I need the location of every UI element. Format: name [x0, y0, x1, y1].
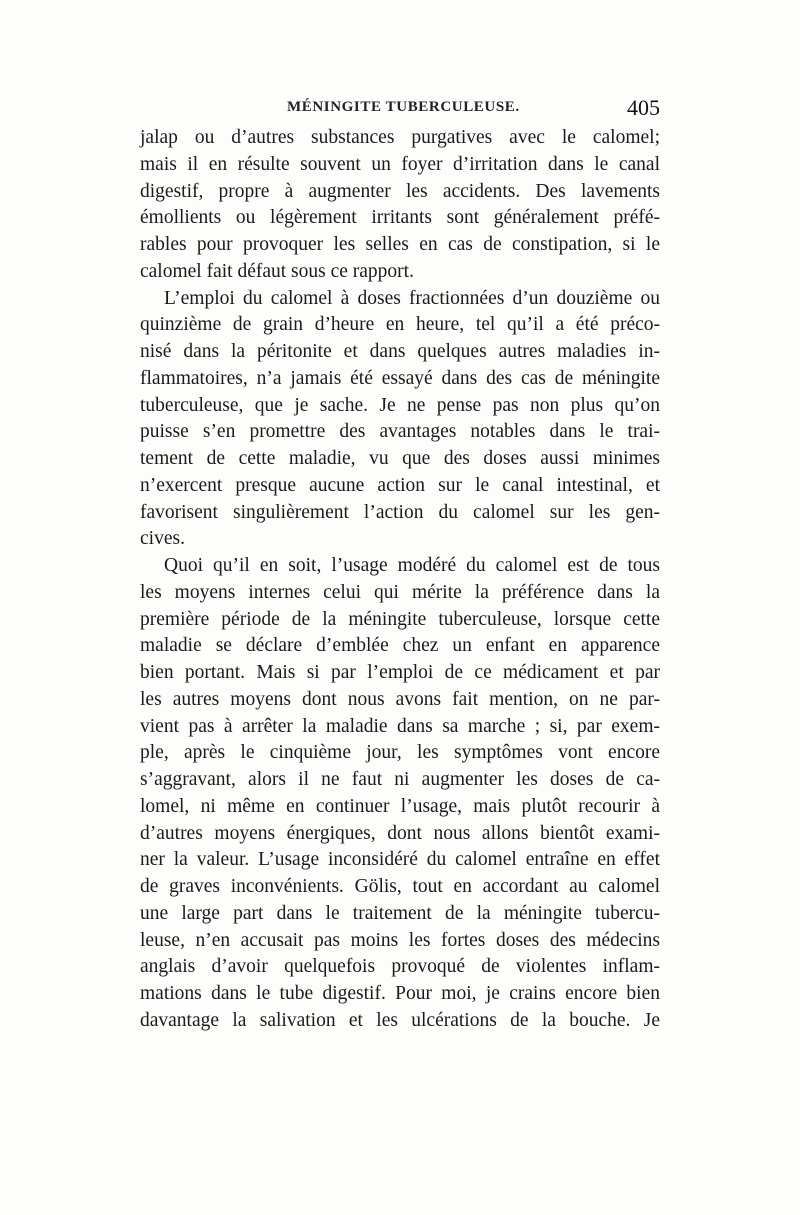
text-line: L’emploi du calomel à doses fractionnées d’un douzième ou [164, 287, 660, 309]
body-text [140, 125, 660, 1035]
text-line: ner la valeur. L’usage inconsidéré du calomel entraîne en effet [140, 849, 660, 871]
text-line: flammatoires, n’a jamais été essayé dans des cas de méningite [140, 367, 660, 389]
text-line: ple, après le cinquième jour, les symptômes vont encore [140, 742, 660, 764]
running-title: MÉNINGITE TUBERCULEUSE. [287, 99, 520, 115]
page-number: 405 [627, 95, 660, 120]
text-line: lomel, ni même en continuer l’usage, mais plutôt recourir à [140, 795, 660, 817]
text-line: davantage la salivation et les ulcérations de la bouche. Je [140, 1009, 660, 1031]
text-line: mations dans le tube digestif. Pour moi, je crains encore bien [140, 983, 660, 1004]
text-line: leuse, n’en accusait pas moins les fortes doses des médecins [140, 929, 660, 951]
text-line: cives. [140, 528, 185, 550]
text-line: nisé dans la péritonite et dans quelques autres maladies in- [140, 341, 660, 362]
paragraph-2 [140, 286, 660, 554]
text-line: n’exercent presque aucune action sur le canal intestinal, et [140, 474, 660, 496]
text-line: anglais d’avoir quelquefois provoqué de violentes inflam- [140, 956, 660, 978]
text-line: tuberculeuse, que je sache. Je ne pense pas non plus qu’on [140, 394, 660, 416]
text-line: première période de la méningite tuberculeuse, lorsque cette [140, 608, 660, 630]
text-line: une large part dans le traitement de la méningite tubercu- [140, 902, 660, 924]
text-line: jalap ou d’autres substances purgatives avec le calomel; [140, 127, 660, 148]
text-line: les autres moyens dont nous avons fait mention, on ne par- [140, 688, 660, 710]
text-line: Quoi qu’il en soit, l’usage modéré du calomel est de tous [164, 555, 660, 576]
paragraph-3 [140, 553, 660, 1035]
text-line: calomel fait défaut sous ce rapport. [140, 260, 414, 282]
text-line: digestif, propre à augmenter les accidents. Des lavements [140, 180, 660, 202]
text-line: d’autres moyens énergiques, dont nous allons bientôt exami- [140, 822, 660, 844]
text-line: maladie se déclare d’emblée chez un enfant en apparence [140, 635, 660, 657]
text-line: puisse s’en promettre des avantages notables dans le trai- [140, 421, 660, 443]
text-line: favorisent singulièrement l’action du calomel sur les gen- [140, 501, 660, 523]
running-head [140, 97, 660, 123]
text-line: mais il en résulte souvent un foyer d’irritation dans le canal [140, 153, 660, 175]
text-line: tement de cette maladie, vu que des doses aussi minimes [140, 448, 660, 469]
paragraph-1 [140, 125, 660, 286]
text-line: quinzième de grain d’heure en heure, tel qu’il a été préco- [140, 314, 660, 336]
text-line: rables pour provoquer les selles en cas de constipation, si le [140, 234, 660, 255]
text-line: émollients ou légèrement irritants sont généralement préfé- [140, 207, 660, 229]
text-line: vient pas à arrêter la maladie dans sa marche ; si, par exem- [140, 715, 660, 737]
text-line: de graves inconvénients. Gölis, tout en accordant au calomel [140, 876, 660, 897]
text-line: bien portant. Mais si par l’emploi de ce médicament et par [140, 662, 660, 683]
text-line: s’aggravant, alors il ne faut ni augmenter les doses de ca- [140, 769, 660, 790]
text-line: les moyens internes celui qui mérite la préférence dans la [140, 581, 660, 603]
